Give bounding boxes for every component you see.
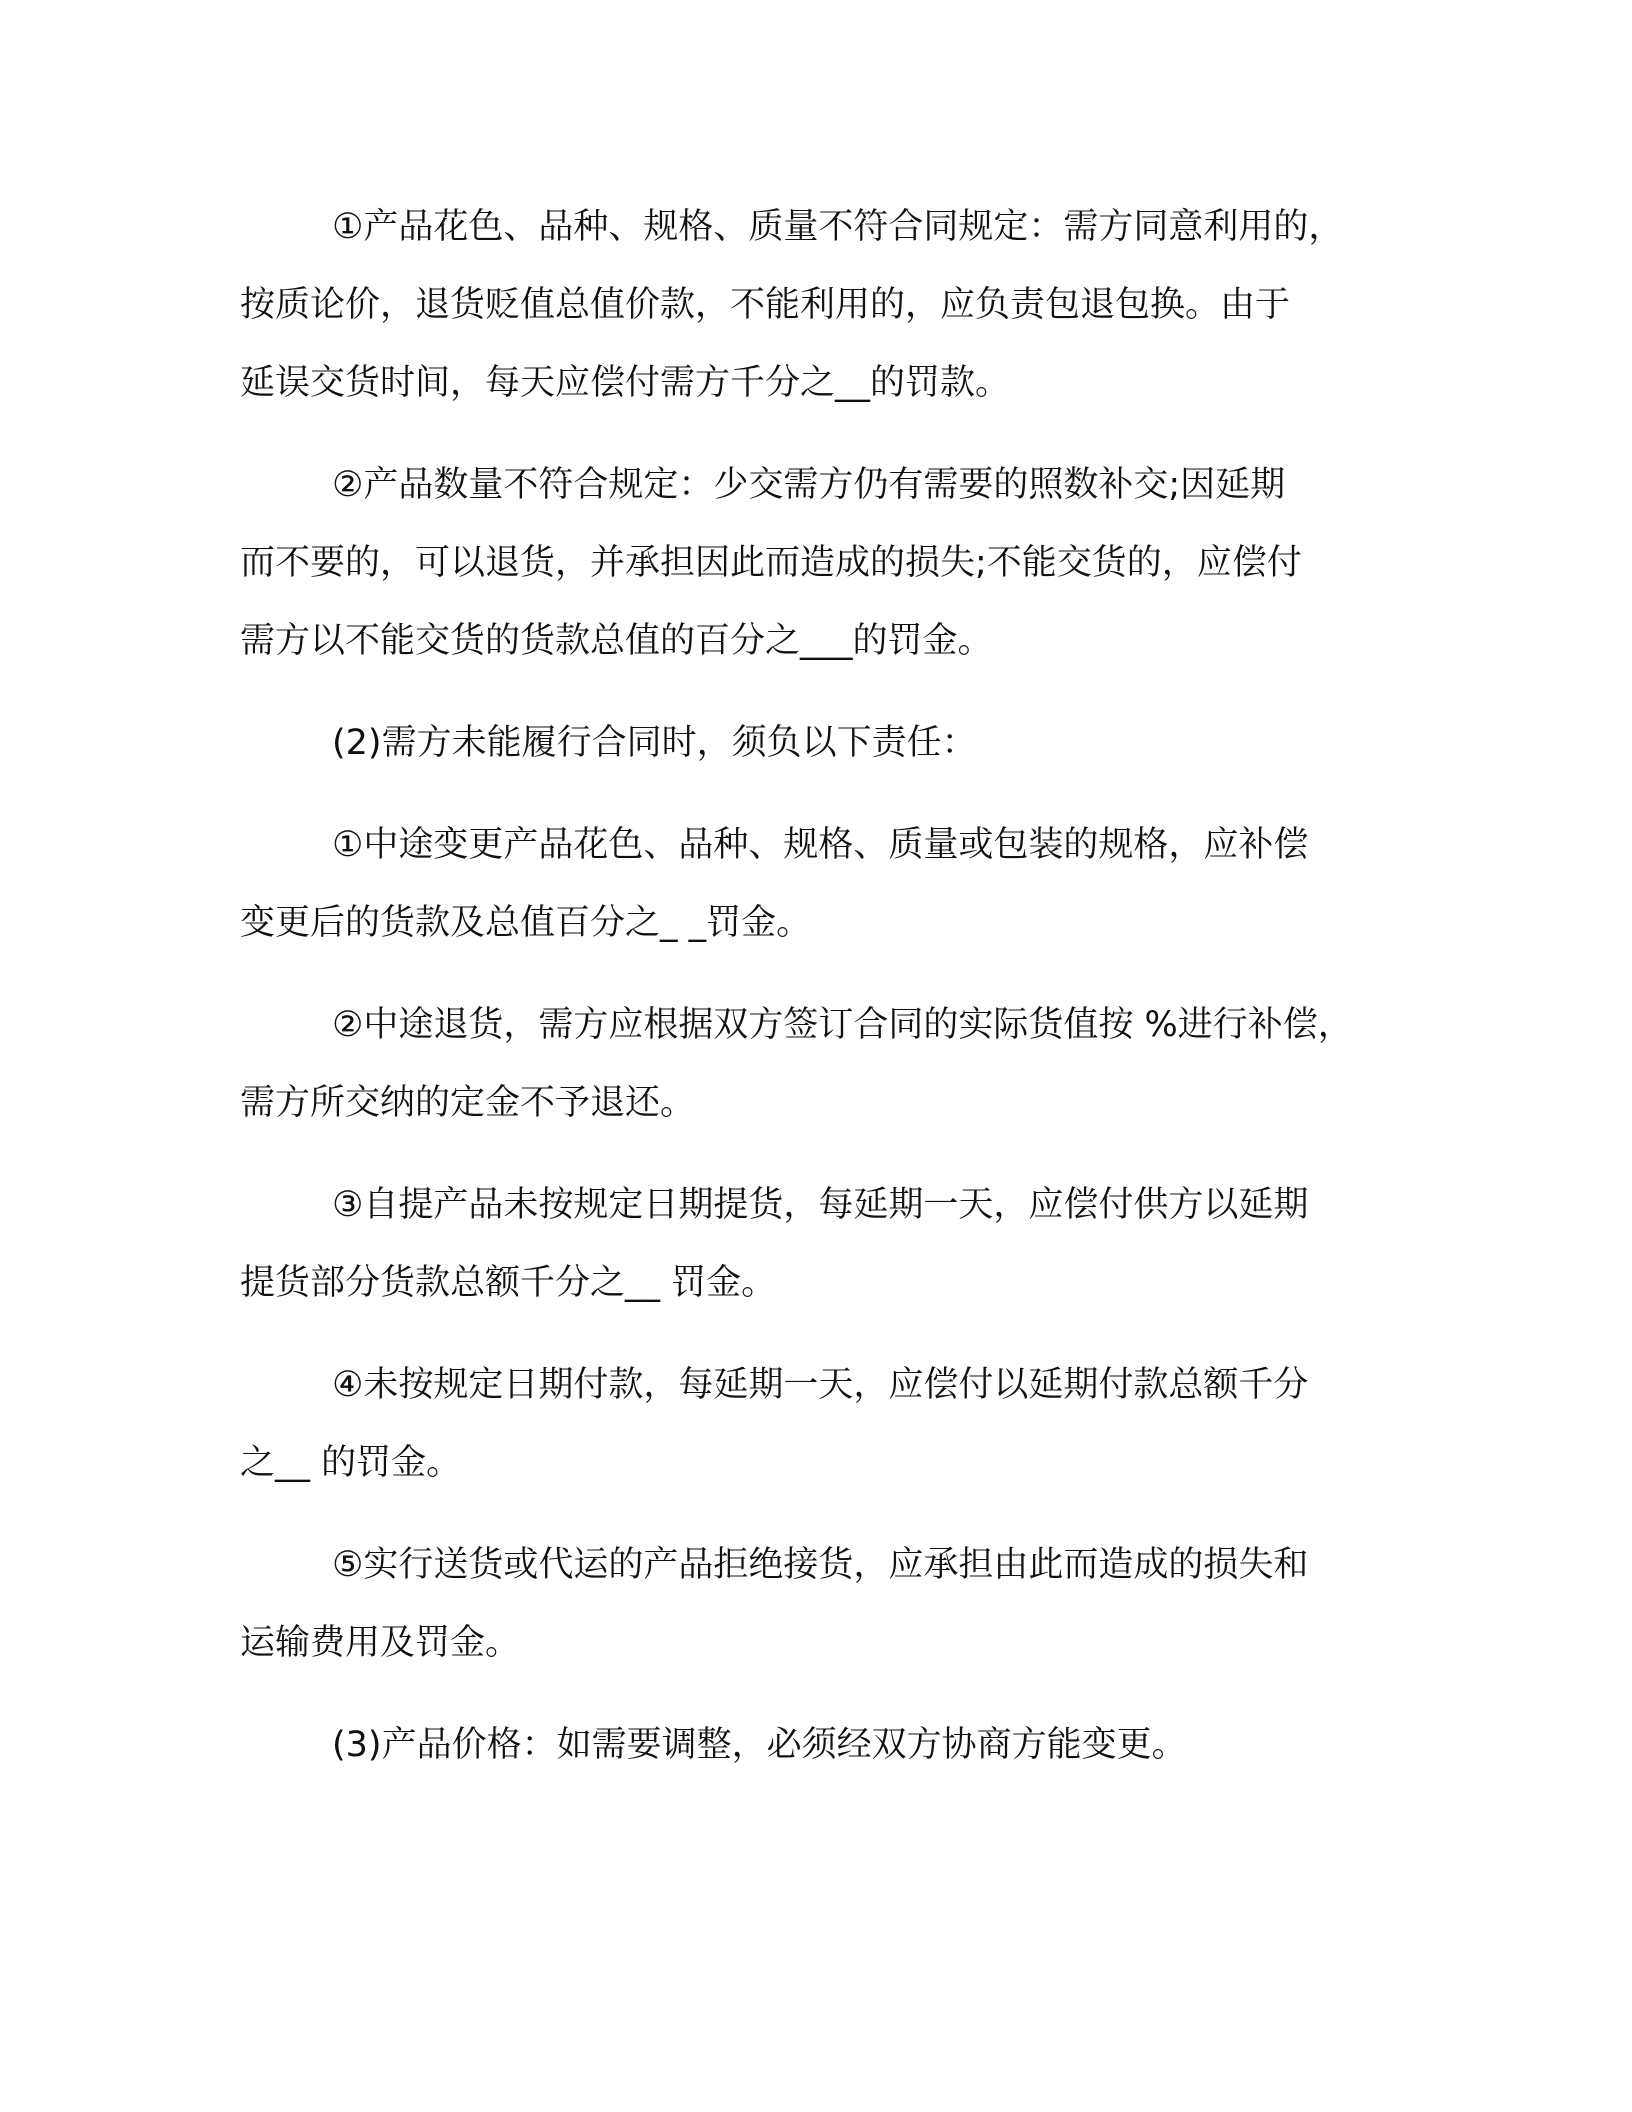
paragraph-line: 提货部分货款总额千分之__ 罚金。	[240, 1263, 777, 1303]
paragraph-line: ②产品数量不符合规定：少交需方仍有需要的照数补交;因延期	[332, 465, 1286, 505]
paragraph-line: 延误交货时间，每天应偿付需方千分之__的罚款。	[240, 363, 1011, 403]
clause-supplier-item-1	[240, 188, 1430, 422]
paragraph-line: ⑤实行送货或代运的产品拒绝接货，应承担由此而造成的损失和	[332, 1545, 1309, 1585]
clause-buyer-item-2	[240, 986, 1430, 1142]
paragraph-line: (3)产品价格：如需要调整，必须经双方协商方能变更。	[332, 1725, 1187, 1765]
paragraph-line: ③自提产品未按规定日期提货，每延期一天，应偿付供方以延期	[332, 1185, 1309, 1225]
paragraph-line: ①中途变更产品花色、品种、规格、质量或包装的规格，应补偿	[332, 825, 1309, 865]
clause-buyer-item-5	[240, 1526, 1430, 1682]
paragraph-line: 之__ 的罚金。	[240, 1443, 462, 1483]
clause-buyer-item-4	[240, 1346, 1430, 1502]
paragraph-line: ②中途退货，需方应根据双方签订合同的实际货值按 %进行补偿，	[332, 1005, 1353, 1045]
paragraph-line: 而不要的，可以退货，并承担因此而造成的损失;不能交货的，应偿付	[240, 543, 1302, 583]
paragraph-line: ④未按规定日期付款，每延期一天，应偿付以延期付款总额千分	[332, 1365, 1309, 1405]
clause-supplier-item-2	[240, 446, 1430, 680]
paragraph-line: 变更后的货款及总值百分之_ _罚金。	[240, 903, 812, 943]
clause-buyer-item-1	[240, 806, 1430, 962]
paragraph-line: 需方以不能交货的货款总值的百分之___的罚金。	[240, 621, 993, 661]
clause-buyer-heading	[240, 704, 1430, 782]
document-body	[240, 188, 1430, 1808]
clause-buyer-item-3	[240, 1166, 1430, 1322]
paragraph-line: ①产品花色、品种、规格、质量不符合同规定：需方同意利用的，	[332, 207, 1344, 247]
paragraph-line: (2)需方未能履行合同时，须负以下责任：	[332, 723, 977, 763]
paragraph-line: 运输费用及罚金。	[240, 1623, 521, 1663]
clause-price	[240, 1706, 1430, 1784]
paragraph-line: 需方所交纳的定金不予退还。	[240, 1083, 696, 1123]
paragraph-line: 按质论价，退货贬值总值价款，不能利用的，应负责包退包换。由于	[240, 285, 1291, 325]
